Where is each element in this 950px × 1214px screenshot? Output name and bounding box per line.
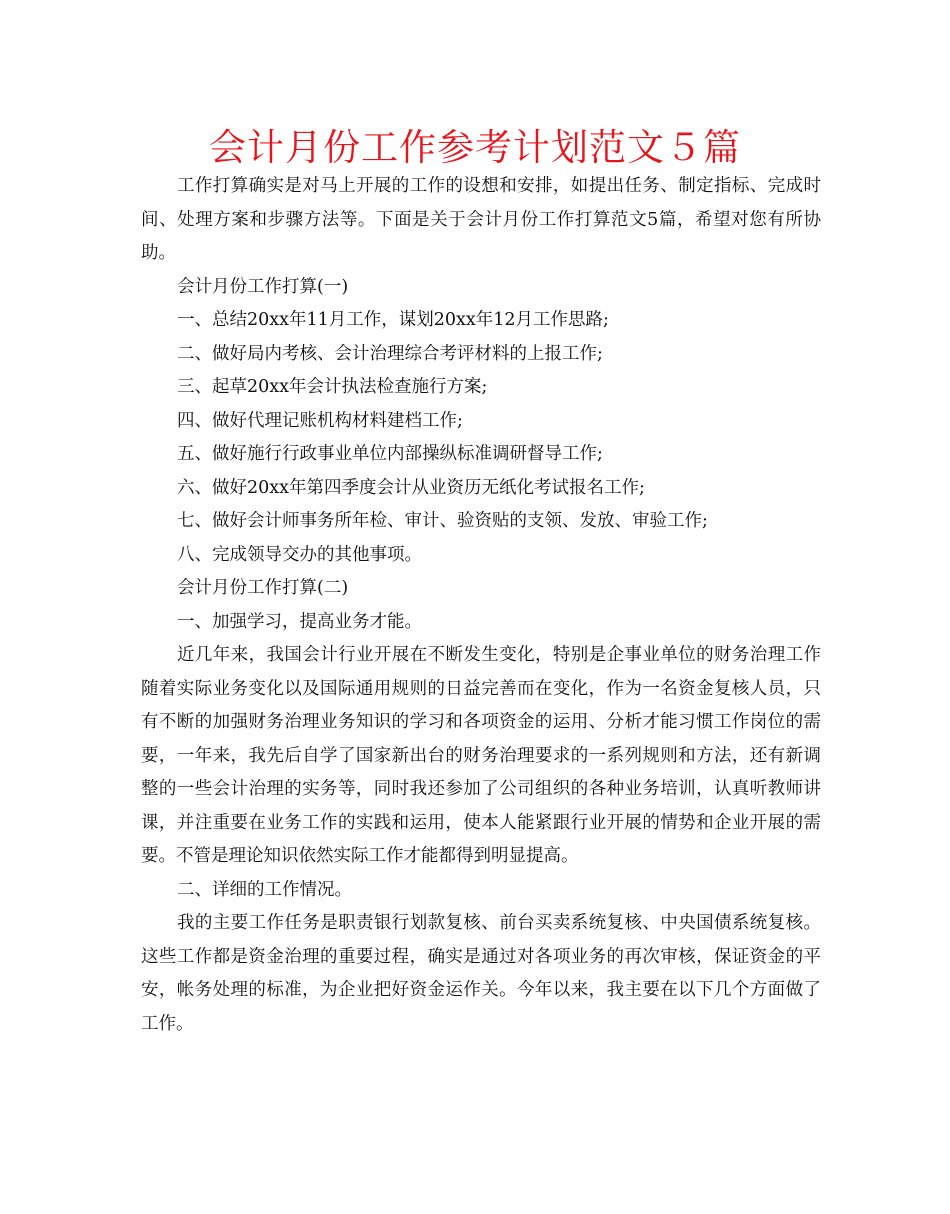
paragraph-body: 我的主要工作任务是职责银行划款复核、前台买卖系统复核、中央国债系统复核。这些工作都是资金治理的重要过程，确实是通过对各项业务的再次审核，保证资金的平安，帐务处理的标准，为企业把好资金运作关。今年以来，我主要在以下几个方面做了工作。 xyxy=(141,913,821,1034)
paragraph-body: 近几年来，我国会计行业开展在不断发生变化，特别是企事业单位的财务治理工作随着实际业务变化以及国际通用规则的日益完善而在变化，作为一名资金复核人员，只有不断的加强财务治理业务知识的学习和各项资金的运用、分析才能习惯工作岗位的需要，一年来，我先后自学了国家新出台的财务治理要求的一系列规则和方法，还有新调整的一些会计治理的实务等，同时我还参加了公司组织的各种业务培训，认真听教师讲课，并注重要在业务工作的实践和运用，使本人能紧跟行业开展的情势和企业开展的需要。不管是理论知识依然实际工作才能都得到明显提高。 xyxy=(141,645,821,866)
paragraph-heading-two: 会计月份工作打算(二) xyxy=(177,578,349,598)
paragraph-intro: 工作打算确实是对马上开展的工作的设想和安排，如提出任务、制定指标、完成时间、处理方案和步骤方法等。下面是关于会计月份工作打算范文5篇，希望对您有所协助。 xyxy=(141,176,821,263)
paragraph-item: 四、做好代理记账机构材料建档工作; xyxy=(177,410,463,431)
paragraph-item: 七、做好会计师事务所年检、审计、验资贴的支领、发放、审验工作; xyxy=(177,511,708,531)
paragraph-item: 五、做好施行行政事业单位内部操纵标准调研督导工作; xyxy=(177,444,603,464)
paragraph-item: 二、做好局内考核、会计治理综合考评材料的上报工作; xyxy=(177,343,603,364)
paragraph-item: 三、起草20xx年会计执法检查施行方案; xyxy=(177,377,488,397)
paragraph-item: 六、做好20xx年第四季度会计从业资历无纸化考试报名工作; xyxy=(177,477,645,498)
paragraph-item: 一、总结20xx年11月工作，谋划20xx年12月工作思路; xyxy=(177,310,609,330)
document-title: 会计月份工作参考计划范文５篇 xyxy=(209,126,741,169)
paragraph-section-heading: 二、详细的工作情况。 xyxy=(177,879,352,900)
paragraph-item: 八、完成领导交办的其他事项。 xyxy=(177,544,422,565)
document-body xyxy=(141,170,821,1041)
paragraph-section-heading: 一、加强学习，提高业务才能。 xyxy=(177,611,422,632)
paragraph-heading-one: 会计月份工作打算(一) xyxy=(177,276,349,297)
